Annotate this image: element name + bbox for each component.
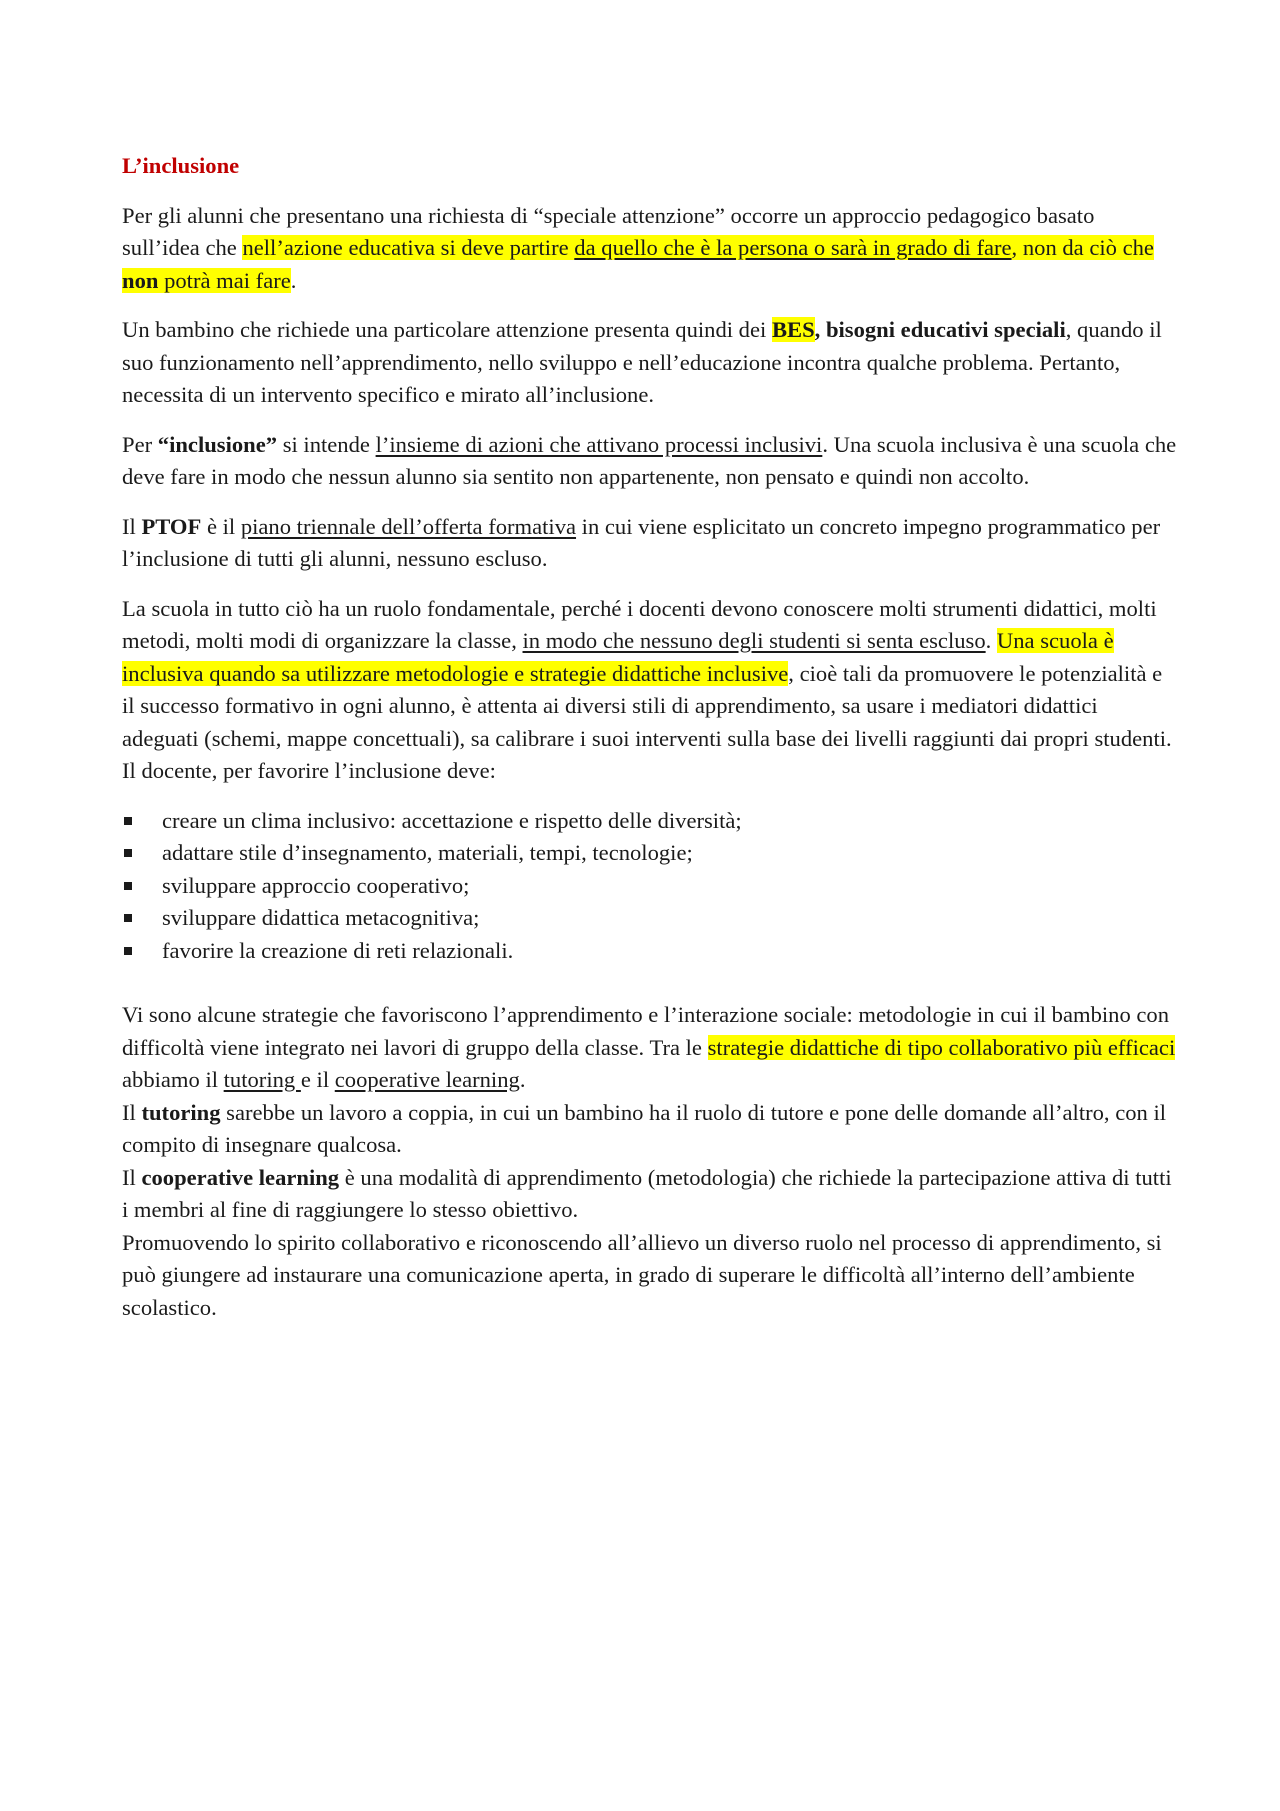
text: Il	[122, 1164, 142, 1190]
square-bullet-icon	[124, 849, 132, 857]
list-item-text: favorire la creazione di reti relazionali.	[162, 937, 514, 963]
square-bullet-icon	[124, 882, 132, 890]
text: Vi sono alcune strategie che favoriscono l’apprendimento e l’interazione sociale: metodologie in cui il bambino con difficoltà viene integrato nei lavori di gruppo della classe. Tra le	[122, 1002, 1170, 1060]
paragraph-spirito-collaborativo	[122, 1227, 1177, 1325]
list-item	[122, 935, 1177, 968]
paragraph-tutoring	[122, 1097, 1177, 1162]
list-item	[122, 837, 1177, 870]
underlined-text: tutoring	[223, 1067, 301, 1092]
highlight: nell’azione educativa si deve partire	[242, 235, 575, 260]
paragraph-inclusione-definition	[122, 429, 1177, 494]
bullet-list	[122, 805, 1177, 968]
text: abbiamo il	[122, 1067, 224, 1092]
text: .	[985, 628, 997, 653]
text: Il	[122, 513, 142, 539]
text: , quando il suo funzionamento nell’apprendimento, nello sviluppo e nell’educazione incontra qualche problema. Pertanto, necessita di un intervento specifico e mirato all’inclusione.	[122, 317, 1162, 407]
square-bullet-icon	[124, 817, 132, 825]
paragraph-cooperative-learning	[122, 1162, 1177, 1227]
bold-text: “inclusione”	[157, 431, 278, 457]
list-item-text: sviluppare didattica metacognitiva;	[162, 905, 480, 930]
highlight-bold: non	[122, 267, 159, 293]
bold-text: , bisogni educativi speciali	[814, 317, 1066, 342]
bold-text: cooperative learning	[141, 1164, 340, 1190]
text: sarebbe un lavoro a coppia, in cui un bambino ha il ruolo di tutore e pone delle domande all’altro, con il compito di insegnare qualcosa.	[122, 1099, 1167, 1157]
bold-text: tutoring	[141, 1099, 221, 1125]
list-item	[122, 902, 1177, 935]
text: Per gli alunni che presentano una richiesta di “speciale attenzione” occorre un approccio pedagogico basato sull’idea che	[122, 202, 1095, 260]
paragraph-speciale-attenzione	[122, 200, 1177, 298]
highlight: potrà mai fare	[158, 267, 291, 293]
text: Un bambino che richiede una particolare attenzione presenta quindi dei	[122, 317, 772, 342]
underlined-text: cooperative learning	[334, 1067, 520, 1092]
text: , cioè tali da promuovere le potenzialità e il successo formativo in ogni alunno, è attenta ai diversi stili di apprendimento, sa usare i mediatori didattici adeguati (schemi, mappe concettuali), sa calibrare i suoi interventi sulla base dei livelli raggiunti dai propri studenti. Il docente, per favorire l’inclusione deve:	[122, 660, 1172, 783]
square-bullet-icon	[124, 947, 132, 955]
paragraph-bes	[122, 314, 1177, 412]
underlined-text: in modo che nessuno degli studenti si senta escluso	[522, 628, 986, 653]
text: si intende	[277, 431, 376, 457]
list-item-text: adattare stile d’insegnamento, materiali, tempi, tecnologie;	[162, 840, 693, 865]
text: .	[519, 1067, 526, 1092]
underlined-text: piano triennale dell’offerta formativa	[240, 513, 577, 539]
text: . Una scuola inclusiva è una scuola che deve fare in modo che nessun alunno sia sentito non appartenente, non pensato e quindi non accolto.	[122, 431, 1177, 489]
text: Promuovendo lo spirito collaborativo e riconoscendo all’allievo un diverso ruolo nel processo di apprendimento, si può giungere ad instaurare una comunicazione aperta, in grado di superare le difficoltà all’interno dell’ambiente scolastico.	[122, 1229, 1162, 1320]
text: è il	[201, 513, 241, 539]
highlight: strategie didattiche di tipo collaborativo più efficaci	[707, 1034, 1176, 1060]
text: è una modalità di apprendimento (metodologia) che richiede la partecipazione attiva di tutti i membri al fine di raggiungere lo stesso obiettivo.	[122, 1164, 1172, 1222]
bold-text: PTOF	[141, 513, 202, 539]
highlight-underline: da quello che è la persona o sarà in grado di fare	[574, 235, 1012, 260]
document-title: L’inclusione	[122, 153, 240, 178]
text: Il	[122, 1099, 142, 1125]
list-item	[122, 870, 1177, 903]
list-item-text: creare un clima inclusivo: accettazione e rispetto delle diversità;	[162, 807, 742, 833]
text: Per	[122, 431, 158, 457]
paragraph-strategie	[122, 999, 1177, 1097]
highlight: , non da ciò che	[1011, 235, 1154, 260]
text: in cui viene esplicitato un concreto impegno programmatico per l’inclusione di tutti gli alunni, nessuno escluso.	[122, 513, 1161, 571]
underlined-text: l’insieme di azioni che attivano processi inclusivi	[375, 431, 823, 457]
text: .	[290, 267, 297, 293]
text: e il	[300, 1067, 335, 1092]
list-item-text: sviluppare approccio cooperativo;	[162, 872, 470, 898]
text: La scuola in tutto ciò ha un ruolo fondamentale, perché i docenti devono conoscere molti strumenti didattici, molti metodi, molti modi di organizzare la classe,	[122, 595, 1157, 653]
square-bullet-icon	[124, 914, 132, 922]
highlight: Una scuola è inclusiva quando sa utilizzare metodologie e strategie didattiche inclusive	[122, 628, 1114, 686]
list-item	[122, 805, 1177, 838]
paragraph-ruolo-scuola	[122, 593, 1177, 788]
document-page	[122, 150, 1177, 1324]
paragraph-ptof	[122, 511, 1177, 576]
highlight-bold: BES	[771, 317, 815, 342]
